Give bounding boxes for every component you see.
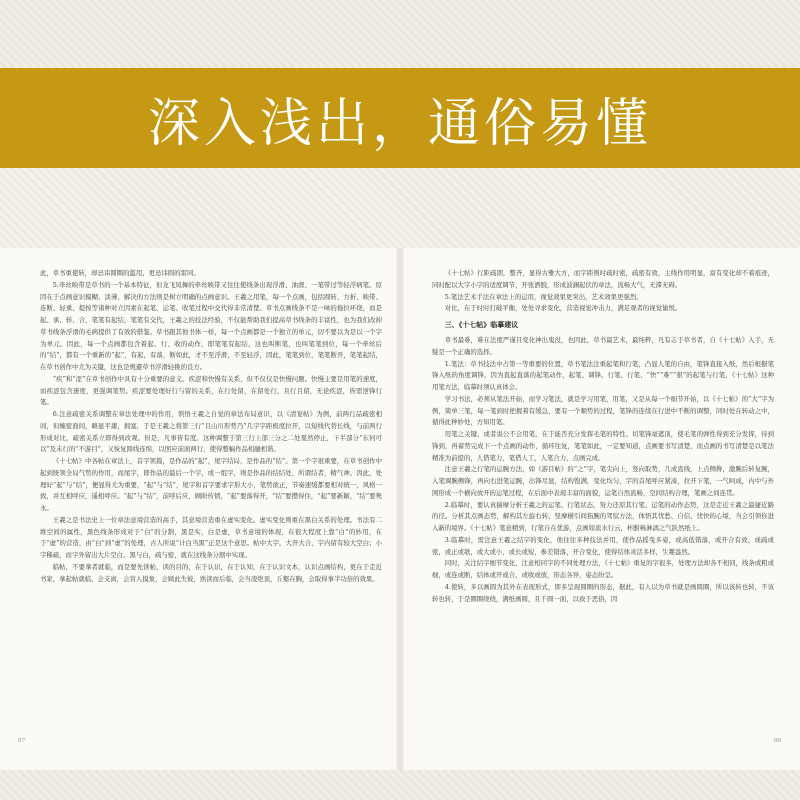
left-paragraph: “疾”和“涩”在草书创作中具有十分重要的意义。疾涩和快慢有关系，但不仅仅是快慢问题。快慢主要是用笔的速度，而疾涩包含速度，更强调笔势。疾涩要处理好行与留的关系，在行处留，在留处行，且行且留，无论疾涩，皆需逆锋行笔。 <box>40 374 382 407</box>
left-paragraph: 5.牵丝映带是草书的一个基本特征，但龙飞凤舞的牵丝映带又往往使线条出现浮滑、油滑、一笔带过等轻浮病笔。原因在于点画意识模糊、淡薄，解决的方法则是树立明确的点画意识。王羲之用笔，每一个点画，包括圆转、方折、映带、连断、轻重、提按等诸种对立因素在起笔、运笔、收笔过程中交代得非常清楚。草书点画线条不是一味的拖拉环绕，而是起、承、转、合，笔笔有起结，笔笔有交代，王羲之的技法经验，不仅能帮助我们提高草书线条的丰富性，也为我们改掉草书线条浮滑的毛病提供了有效的借鉴。草书跟其他书体一样，每一个点画都是一个独立的单元，切不要以为是以一个字为单元。因此，每一个点画都包含着起、行、收的动作，即笔笔有起结，这也叫断笔，也叫笔笔到位，每一个牵丝后的“结”，都有一个重新的“起”，有起，有落，断如此，才不至浮滑，不至轻浮，因此，笔笔到位，笔笔断开，笔笔起结，在草书创作中尤为关键，这也是规避草书浮滑轻挑的良方。 <box>40 280 382 371</box>
left-page-number: 07 <box>18 738 25 744</box>
left-paragraph: 6.注意疏密关系调整在章法处理中的作用，领悟王羲之自觉的章法布局意识，以《清宴帖》为例，前两行品疏密相间，但缠密面间，略显平庸，拥塞，于是王羲之将第三行“且山川形势乃”几字字距极度拉开，以短线代替长线，与前两行形成对比，疏密关系立即得到改观。但是，凡事皆有度。这种调整于第三行上部三分之二处戛然停止，下半部分“东何可以”及末行的“不游目”，又恢复圆线连绵，以照应前面两行，使得整幅作品相融相谐。 <box>40 410 382 454</box>
background-middle-band <box>0 168 800 248</box>
left-paragraph: 临帖，不要拿者就临，而是要先读帖，读的目的，在于认识，在于认知，在于认识文本，认识点画结构，更在于走近书家，拿起帖就临，会支离，会盲人摸象，会顾此失彼，熟读而后临，会当凌绝顶，丘壑在胸，会取得事半功倍的效果。 <box>40 562 382 583</box>
right-paragraph: 2.临摹时，要认真揣摩分析王羲之的运笔、行笔状态，努力还原其行笔、运笔的动作态势，这是走近王羲之最捷近路的径。分析其点画态势，解构其左旋右转、竖摩横引间指腕的驾驭方法，体悟其忧愁、自信、忧快的心境，当会引领你进入新的境界。《十七帖》笔意精到，行笔自在优游，点画如流水行云，杯酣畅淋漓之气跃然纸上。 <box>432 500 774 532</box>
right-paragraph: 1.笔法：草书技法中占第一等重要的位置，草书笔法注重起笔和行笔，凸显人笔的自由，笔锋直接入纸，然后根据笔锋入纸的角度调锋，因为直起直落的起笔动作，起笔、调锋、行笔、行笔、“快”“难”“狠”的起笔与行笔，《十七帖》这种用笔方法，临摹时须认真体会。 <box>432 359 774 391</box>
banner-title: 深入浅出，通俗易懂 <box>147 93 652 154</box>
right-paragraph: 《十七帖》行距疏朗，整齐，显得古雅大方，而字距则时疏时密，疏密有致，主线作用明显，富有变化却不着痕迹，同时配以大字小字的适度调节，开张洒脱，形成波澜起伏的章法，流畅大气，无滞无碍。 <box>432 269 774 289</box>
right-paragraph: 用笔之关键，或者说公不会用笔，在于能否充分发挥毛笔的特性。切笔锋毫遮顶，使毛笔的弹性得到充分发挥，待到锋到，再蓄势完成下一个点画的动作，循环往复，笔笔如此，一定要知道，点画要书写清楚，而点画的书写清楚是以笔法精准为前提的，人借笔力，笔借人工，人笔合力，点画完成。 <box>432 430 774 462</box>
right-paragraph: 5.笔法艺术手法在章法上的运用，视觉效果更突出，艺术效果更强烈。 <box>444 292 643 301</box>
right-paragraph: 对比，在于时时打破平衡，处处寻求变化，营造视觉冲击力，满足观者的视觉愉悦。 <box>444 304 682 313</box>
background-bottom-band <box>0 770 800 800</box>
right-paragraph: 同时，关注结字细节变化，注意相同字的不同处理方法，《十七帖》重复的字很多，处理方法却各不相同，线条或粗或细，或连或断，结体或开或合，或收或放，形态各异，姿态纷呈。 <box>432 559 774 579</box>
left-paragraph: 《十七帖》中各帖在章法上，首字领篇，是作品的“起”，尾字结局，是作品的“结”。第一个字很重要，在草书创作中起到统领全局气势的作用，而尾字，即作品的最后一个字，或一组字，则是作品的结结处，所谓结者，精气神。因此，处理好“起”与“结”，便显得尤为重要，“起”与“结”，尾字和首字要求字形大小，笔势欲正，节奏速缓都要相对统一，风格一致，并互相呼应，遥相呼应。“起”与“结”，前呼后应，顾盼传情，“起”要落得开，“结”要攒得住，“起”要新颖，“结”要隽永。 <box>40 457 382 512</box>
right-paragraph: 4.使转，多以画圆为其外在表现形式，即多呈现圆圈的形态，据此，有人以为草书就是画圆圈，所以该转也转，不该转也转，于是圈圈绕绕，满纸画圆，且千圆一面，以致于恶俗，因 <box>432 582 774 603</box>
book-gutter <box>396 248 404 770</box>
right-page-text <box>432 268 774 738</box>
right-paragraph: 注意王羲之行笔的运腕方法，如《游目帖》的“之”字，笔尖向上，竖向取势，几成直线，上点侧搀，激腕后转复腕，入笔调腕侧锋，再向右进笔运腕，出锋尽显，结构饱满，变化均匀，字的首尾呼应紧凑，拉开下笔，一气呵成，内中与外围形成一个横向放开的运笔过程，在后面中表现丰富的面貌，运笔自然流畅，空间结构合理，笔画之间连贯。 <box>432 465 774 497</box>
left-page-text <box>40 268 382 738</box>
left-paragraph: 王羲之是书法史上一位章法意境营造的高手，其意境营造重在虚实变化。虚实变化则重在黑白关系的处理。书法有二维空间的属性，黑色线条形成对于“白”的分割，黑是实，白是虚，草书意境的体现，在很大程度上靠“白”的妙用，在于“虚”的营造，由“白”到“虚”的处理，古人所说“计白当黑”正是这个意思。帖中大字，大开大合，字内留有较大空白；小字稀疏，而字外留出大片空白。黑与白，疏与密，就在这线条分割中实现。 <box>40 515 382 559</box>
right-page-number: 06 <box>774 738 781 744</box>
left-paragraph: 此，草书重使转，却忌讳圆圈的滥用，更忌讳圆的雷同。 <box>40 269 200 277</box>
right-paragraph: 3.临摹时，需注意王羲之结字的变化，他往往多种技法并用，使作品摇曳多姿，或高低错落，或开合有致，或疏或密，或正或欹，或大或小，或长或短，参差错落，开合变化，使得结体灵活多样，生趣盎然。 <box>432 535 774 556</box>
right-paragraph: 学习书法，必须从笔法开始，而学习笔法，就是学习用笔，用笔，又是从每一个细节开始，以《十七帖》的“大”字为例，简单三笔，每一笔到时把握着有缓急，要有一个顺势的过程，笔锋的连续在行进中不断的调整，同时处在转动之中，循得此种妙处，方知用笔。 <box>432 394 774 427</box>
background-top-band <box>0 0 800 68</box>
right-paragraph: 草书最难，难在法度严谨且变化神出鬼没，也因此，草书最艺术，最纯粹，凡有志于草书者，自《十七帖》入手，无疑是一个正确的选择。 <box>432 336 774 356</box>
section-heading: 三、《十七帖》临摹建议 <box>444 320 519 329</box>
